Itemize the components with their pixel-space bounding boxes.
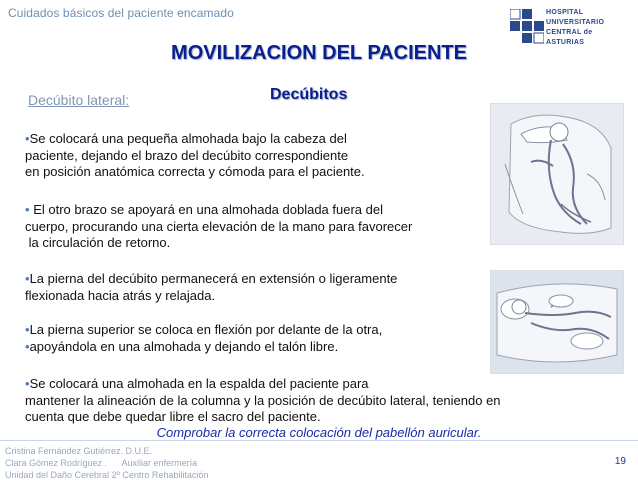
section-label: Decúbitos: [270, 86, 348, 103]
logo-line-1: HOSPITAL: [546, 9, 584, 16]
footer-author-2: Clara Gómez Rodríguez . Auxiliar enfermería: [5, 458, 198, 468]
p5-line-2: mantener la alineación de la columna y la posición de decúbito lateral, teniendo en: [25, 392, 501, 408]
p2-line-3: la circulación de retorno.: [25, 235, 171, 250]
p3-line-2: flexionada hacia atrás y relajada.: [25, 287, 216, 303]
paragraph-back-pillow: [25, 376, 625, 426]
logo-line-3: CENTRAL de: [546, 29, 593, 36]
bullet-6: •: [25, 376, 30, 391]
paragraph-lower-leg: [25, 271, 495, 304]
page-number: 19: [614, 456, 626, 467]
illustration-lateral-position-top: [490, 103, 624, 245]
logo-line-4: ASTURIAS: [546, 39, 585, 46]
p5-line-3: cuenta que debe quedar libre el sacro del paciente.: [25, 409, 321, 424]
deck-title: Cuidados básicos del paciente encamado: [8, 6, 234, 20]
slide-title: MOVILIZACION DEL PACIENTE: [171, 42, 467, 64]
footer-author-1: Cristina Fernández Gutiérrez. D.U.E.: [5, 446, 153, 456]
paragraph-head-pillow: [25, 131, 495, 181]
p1-line-2: paciente, dejando el brazo del decúbito correspondiente: [25, 147, 349, 163]
p1-line-3: en posición anatómica correcta y cómoda para el paciente.: [25, 164, 365, 179]
bullet-2: •: [25, 202, 30, 217]
bullet-5: •: [25, 338, 30, 354]
footer-unit: Unidad del Daño Cerebral 2º Centro Rehabilitación: [5, 470, 209, 480]
paragraph-upper-leg: [25, 322, 495, 355]
p2-line-2: cuerpo, procurando una cierta elevación de la mano para favorecer: [25, 218, 413, 234]
p2-line-1: El otro brazo se apoyará en una almohada doblada fuera del: [33, 202, 383, 217]
caption-note: Comprobar la correcta colocación del pabellón auricular.: [156, 425, 482, 440]
p4-line-1: La pierna superior se coloca en flexión por delante de la otra,: [29, 322, 383, 337]
p1-line-1: Se colocará una pequeña almohada bajo la cabeza del: [29, 131, 347, 146]
bullet-3: •: [25, 271, 30, 286]
p3-line-1: La pierna del decúbito permanecerá en extensión o ligeramente: [29, 271, 398, 286]
logo-line-2: UNIVERSITARIO: [546, 19, 605, 26]
bullet-4: •: [25, 322, 30, 337]
p5-line-1: Se colocará una almohada en la espalda del paciente para: [29, 376, 369, 391]
p4-line-2: apoyándola en una almohada y dejando el talón libre.: [29, 338, 339, 354]
footer-divider: [0, 440, 638, 441]
bullet-1: •: [25, 131, 30, 146]
paragraph-other-arm: [25, 202, 495, 252]
illustration-lateral-position-bottom: [490, 270, 624, 374]
subheading: Decúbito lateral:: [28, 92, 130, 108]
